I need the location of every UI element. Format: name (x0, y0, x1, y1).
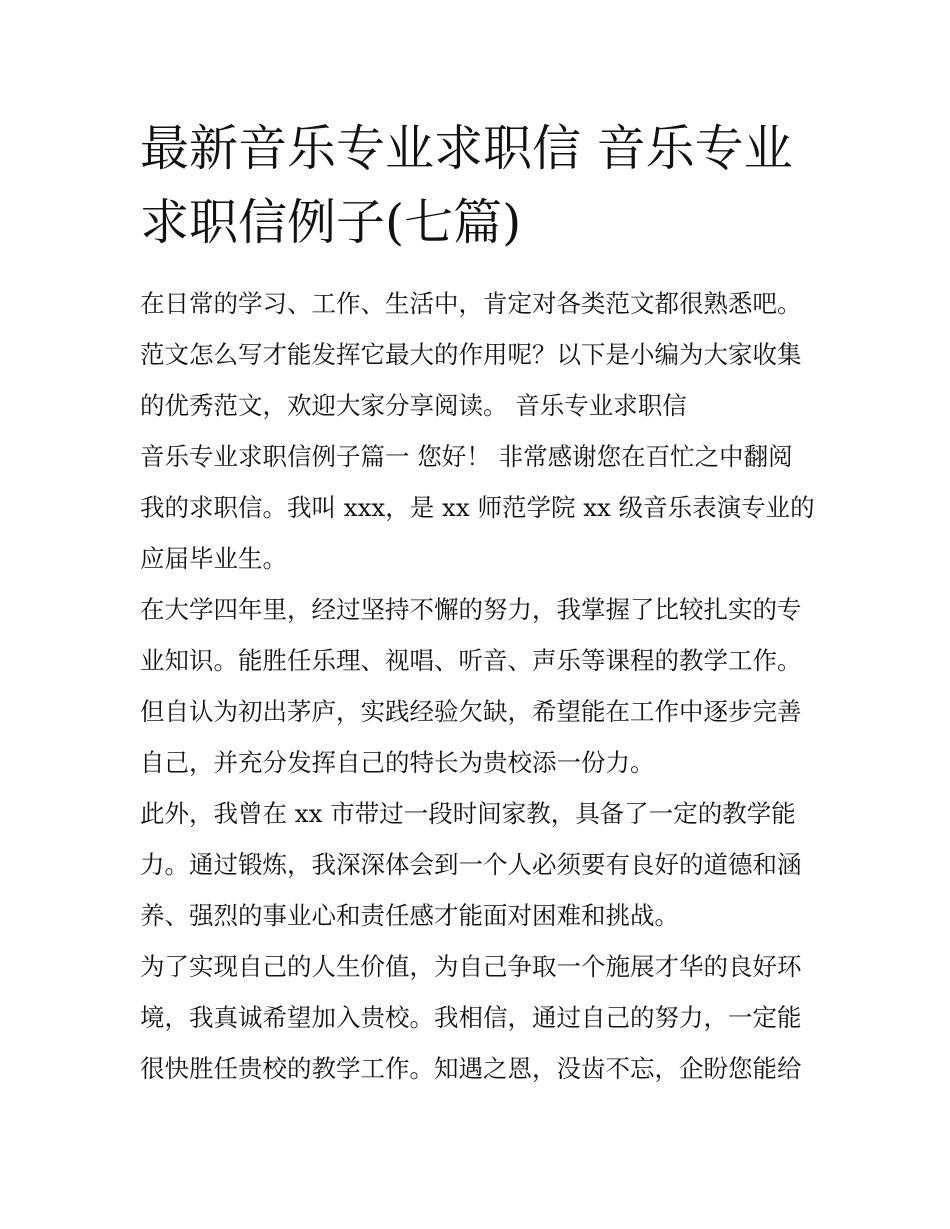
title-line-1: 最新音乐专业求职信 音乐专业 (140, 120, 793, 177)
text-line: 此外，我曾在 xx 市带过一段时间家教，具备了一定的教学能 (140, 799, 796, 828)
title-line-2: 求职信例子(七篇) (140, 194, 522, 251)
paragraph-intro (140, 278, 820, 431)
text-line: 很快胜任贵校的教学工作。知遇之恩，没齿不忘，企盼您能给 (140, 1054, 802, 1083)
text-line: 我的求职信。我叫 xxx，是 xx 师范学院 xx 级音乐表演专业的 (140, 493, 815, 522)
text-line: 在日常的学习、工作、生活中，肯定对各类范文都很熟悉吧。 (140, 289, 802, 318)
text-line: 养、强烈的事业心和责任感才能面对困难和挑战。 (140, 901, 679, 930)
text-line: 为了实现自己的人生价值，为自己争取一个施展才华的良好环 (140, 952, 802, 981)
text-line: 境，我真诚希望加入贵校。我相信，通过自己的努力，一定能 (140, 1003, 802, 1032)
text-line: 应届毕业生。 (140, 544, 287, 573)
text-line: 音乐专业求职信例子篇一 您好！ 非常感谢您在百忙之中翻阅 (140, 442, 793, 471)
text-line: 但自认为初出茅庐，实践经验欠缺，希望能在工作中逐步完善 (140, 697, 802, 726)
text-line: 力。通过锻炼，我深深体会到一个人必须要有良好的道德和涵 (140, 850, 802, 879)
paragraph-experience (140, 788, 820, 941)
text-line: 在大学四年里，经过坚持不懈的努力，我掌握了比较扎实的专 (140, 595, 802, 624)
document-body (140, 112, 820, 1094)
text-line: 的优秀范文，欢迎大家分享阅读。 音乐专业求职信 (140, 391, 687, 420)
document-title (140, 112, 820, 260)
text-line: 范文怎么写才能发挥它最大的作用呢？以下是小编为大家收集 (140, 340, 802, 369)
text-line: 业知识。能胜任乐理、视唱、听音、声乐等课程的教学工作。 (140, 646, 802, 675)
paragraph-greeting (140, 431, 820, 584)
paragraph-closing (140, 941, 820, 1094)
text-line: 自己，并充分发挥自己的特长为贵校添一份力。 (140, 748, 655, 777)
paragraph-education (140, 584, 820, 788)
